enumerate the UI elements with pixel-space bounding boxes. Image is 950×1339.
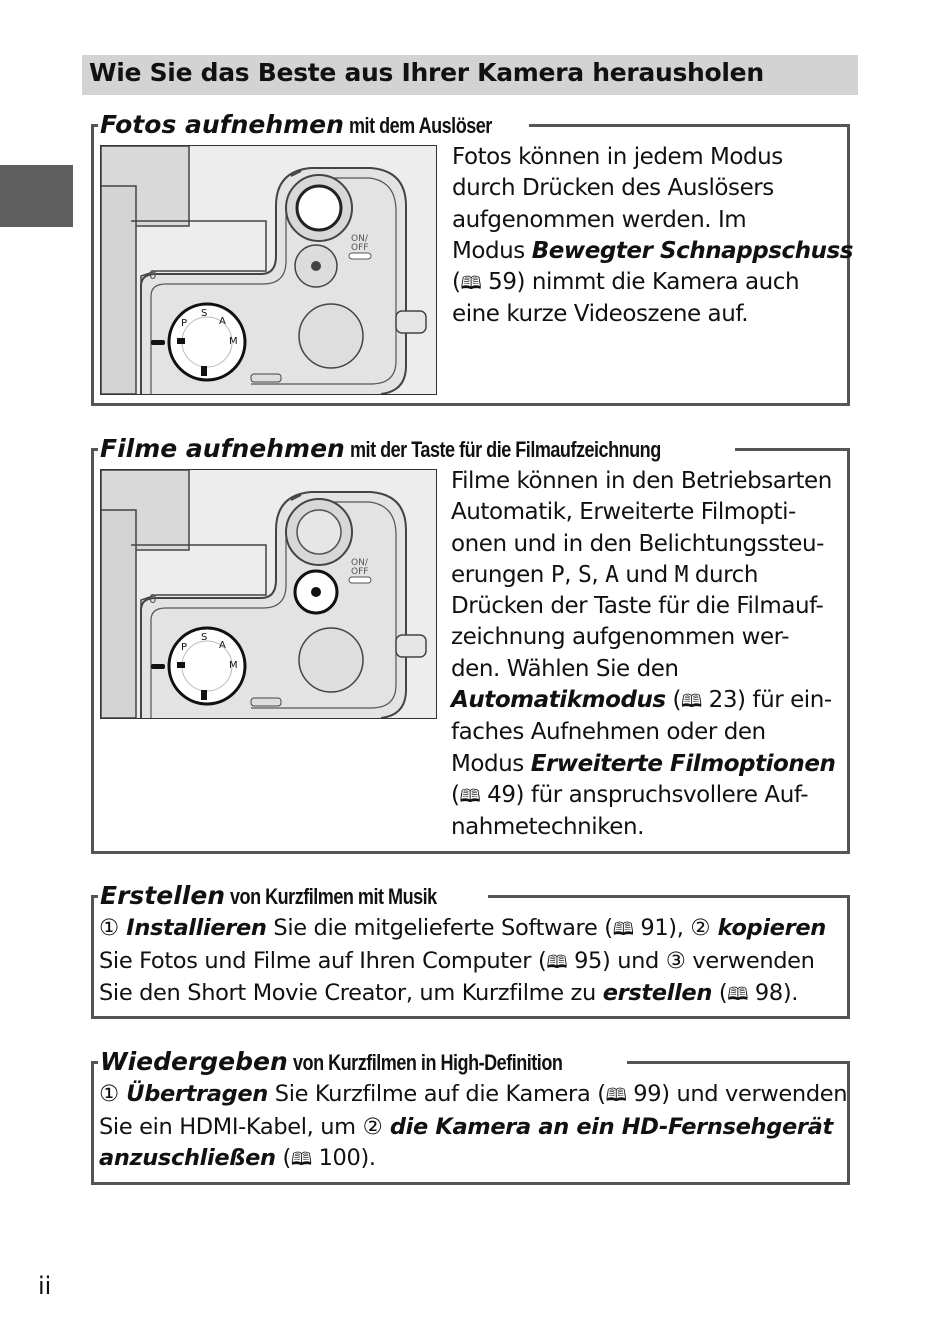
- text-span: (: [275, 1145, 291, 1171]
- svg-text:P: P: [181, 318, 188, 329]
- text-line: zeichnung aufgenommen wer-: [451, 624, 790, 651]
- book-icon: 🕮: [605, 1085, 627, 1106]
- text-line: Fotos können in jedem Modus: [452, 144, 783, 170]
- book-icon: 🕮: [460, 273, 482, 295]
- box-title-rest: von Kurzfilmen in High-Definition: [292, 1050, 563, 1075]
- book-icon: 🕮: [459, 785, 481, 807]
- box-title-emphasis: Fotos aufnehmen: [100, 110, 344, 139]
- step-verb: anzuschließen: [99, 1145, 276, 1171]
- book-icon: 🕮: [681, 691, 702, 713]
- shutter-button-highlight: [297, 186, 341, 230]
- text-span: 23) für ein-: [701, 687, 832, 714]
- camera-illustration-shutter: [100, 145, 437, 395]
- mode-letter: S: [577, 561, 592, 588]
- box-title-rest: mit dem Auslöser: [349, 113, 492, 138]
- section-text-erstellen: [99, 913, 826, 1011]
- book-icon: 🕮: [290, 1149, 312, 1170]
- box-title-rest: von Kurzfilmen mit Musik: [230, 884, 437, 909]
- box-title-rest: mit der Taste für die Filmaufzeichnung: [349, 437, 661, 462]
- text-line: [451, 560, 835, 591]
- text-line: Automatik, Erweiterte Filmopti-: [451, 499, 796, 526]
- text-span: 91),: [633, 915, 691, 941]
- section-text-wiedergeben: [99, 1079, 847, 1176]
- text-line: [99, 978, 826, 1011]
- text-span: Sie Fotos und Filme auf Ihren Computer (: [99, 947, 547, 974]
- camera-illustration-movie: [100, 469, 437, 719]
- text-span: Sie ein HDMI-Kabel, um: [99, 1113, 363, 1140]
- step-verb: die Kamera an ein HD-Fernsehgerät: [382, 1113, 833, 1140]
- text-span: (: [712, 980, 728, 1006]
- text-line: [99, 1112, 847, 1144]
- step-number: ③: [665, 947, 686, 974]
- text-span: Sie Kurzfilme auf die Kamera (: [267, 1081, 606, 1107]
- text-line: aufgenommen werden. Im: [452, 206, 747, 233]
- text-span: Modus: [452, 237, 532, 264]
- step-number: ①: [99, 915, 119, 941]
- text-span: 49) für anspruchsvollere Auf-: [480, 781, 809, 808]
- text-span: (: [452, 269, 461, 296]
- page-title: Wie Sie das Beste aus Ihrer Kamera herausholen: [89, 58, 764, 87]
- text-span: durch: [688, 561, 759, 588]
- mode-letter: A: [605, 561, 619, 588]
- text-line: faches Aufnehmen oder den: [451, 719, 766, 746]
- svg-text:A: A: [219, 316, 226, 327]
- step-number: ①: [99, 1081, 119, 1107]
- box-title: [98, 109, 529, 144]
- text-span: Sie den Short Movie Creator, um Kurzfilme zu: [99, 980, 603, 1006]
- text-line: nahmetechniken.: [451, 814, 644, 841]
- box-title: [98, 433, 735, 468]
- text-span: ,: [591, 561, 606, 588]
- text-line: den. Wählen Sie den: [451, 655, 679, 682]
- step-verb: Übertragen: [118, 1081, 268, 1107]
- svg-text:S: S: [201, 308, 208, 319]
- text-line: onen und in den Belichtungssteu-: [451, 530, 824, 557]
- text-span: ,: [564, 561, 578, 588]
- svg-text:S: S: [201, 632, 208, 643]
- camera-top-svg: [101, 470, 436, 718]
- step-verb: erstellen: [602, 980, 713, 1006]
- book-icon: 🕮: [612, 919, 634, 940]
- text-line: [452, 236, 853, 267]
- section-text-filme: [451, 466, 835, 844]
- text-line: [99, 946, 826, 979]
- svg-text:M: M: [229, 336, 238, 347]
- svg-text:ON/: ON/: [351, 234, 368, 244]
- box-title-emphasis: Filme aufnehmen: [100, 434, 345, 463]
- text-span: Modus: [451, 750, 531, 777]
- svg-text:M: M: [229, 660, 238, 671]
- camera-top-svg: [101, 146, 436, 394]
- step-verb: kopieren: [710, 915, 826, 941]
- text-line: durch Drücken des Auslösers: [452, 175, 774, 202]
- text-span: 98).: [748, 980, 799, 1006]
- section-text-fotos: [452, 142, 853, 331]
- text-line: [451, 685, 835, 717]
- text-span: erungen: [451, 561, 551, 588]
- mode-letter: P: [550, 561, 565, 588]
- box-title-emphasis: Erstellen: [100, 881, 226, 910]
- box-title-emphasis: Wiedergeben: [100, 1047, 288, 1076]
- text-line: Filme können in den Betriebsarten: [451, 468, 832, 494]
- step-number: ②: [690, 915, 711, 941]
- svg-text:OFF: OFF: [351, 567, 369, 577]
- section-header: [82, 55, 858, 95]
- text-span: 95) und: [567, 947, 666, 974]
- text-span: Sie die mitgelieferte Software (: [266, 915, 613, 941]
- text-span: 99) und verwenden: [626, 1081, 848, 1107]
- mode-name: Erweiterte Filmoptionen: [530, 750, 836, 777]
- svg-text:OFF: OFF: [351, 243, 369, 253]
- chapter-tab: [0, 165, 73, 227]
- text-span: 59) nimmt die Kamera auch: [481, 269, 800, 296]
- step-number: ②: [362, 1113, 383, 1140]
- text-span: 100).: [311, 1145, 376, 1171]
- mode-name: Bewegter Schnappschuss: [531, 237, 854, 264]
- text-line: [451, 780, 835, 812]
- text-span: (: [665, 687, 682, 714]
- svg-text:P: P: [181, 642, 188, 653]
- box-title: [98, 880, 488, 915]
- book-icon: 🕮: [546, 951, 568, 973]
- svg-text:0: 0: [149, 268, 157, 282]
- text-line: [99, 913, 826, 946]
- text-span: (: [451, 781, 460, 808]
- text-span: und: [618, 561, 675, 588]
- text-line: Drücken der Taste für die Filmauf-: [451, 593, 824, 620]
- box-title: [98, 1046, 627, 1081]
- mode-name: Automatikmodus: [451, 687, 666, 714]
- svg-text:0: 0: [149, 592, 157, 606]
- text-line: [99, 1143, 847, 1176]
- text-line: [99, 1079, 847, 1112]
- svg-text:ON/: ON/: [351, 558, 368, 568]
- text-span: verwenden: [685, 947, 815, 974]
- step-verb: Installieren: [118, 915, 267, 941]
- text-line: [452, 267, 853, 299]
- text-line: [451, 749, 835, 780]
- svg-text:A: A: [219, 640, 226, 651]
- page-number: ii: [38, 1272, 52, 1300]
- text-line: eine kurze Videoszene auf.: [452, 301, 749, 328]
- mode-letter: M: [674, 561, 689, 588]
- book-icon: 🕮: [727, 984, 749, 1005]
